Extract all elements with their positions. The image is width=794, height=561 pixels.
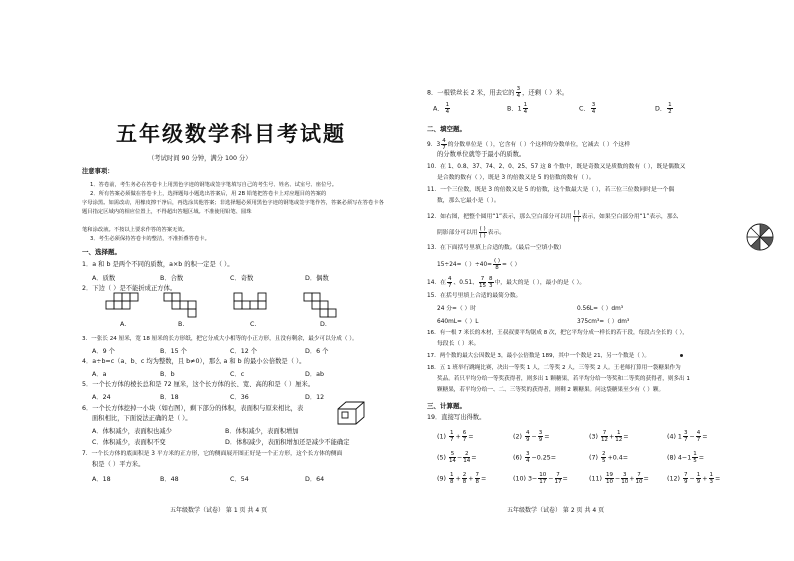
question-5: 5．一个长方体的棱长总和是 72 厘米，这个长方体的长、宽、高的和是（ ）厘米。: [82, 381, 315, 388]
question-18: 18．五 1 班举行跳绳比赛，决出一等奖 1 人，二等奖 2 人，三等奖 2 人。王老师打算用一袋糖果作为: [427, 365, 681, 371]
q4-option-c: C．c: [230, 371, 245, 378]
q5-option-d: D．12: [305, 394, 325, 401]
q15-a: 24 分=（ ）时: [437, 306, 477, 312]
q6-option-b: B．体积减少，表面积增加: [225, 428, 299, 435]
q15-d: 375cm³=（ ）dm³: [577, 319, 630, 325]
question-10: 10．在 1、0.8、37、74、2、0、25、57 这 8 个数中，既是奇数又是质数的数有（ ），既是偶数又: [427, 164, 686, 170]
left-footer: 五年级数学（试卷） 第 1 页 共 4 页: [170, 507, 268, 514]
calc-7: (7) $\frac{2}{5}$ +0.4=: [589, 451, 629, 464]
calc-4: (4) 1 $\frac{3}{7}$ − $\frac{4}{7}$ =: [667, 430, 708, 443]
note-5: 3．考生必须保持答卷卡的整洁，不准折叠答卷卡。: [90, 236, 210, 242]
q7-option-c: C．54: [230, 476, 249, 483]
q1-option-a: A．质数: [92, 275, 116, 282]
q3-option-d: D．6 个: [305, 348, 329, 355]
note-3: 字母涂黑。如需改动，用橡皮擦干净后，再选涂其他答案；非选择题必须用黑色字迹的钢笔或签字笔作答，答案必须写在答卷卡各题目指定区域内的相应位置上，不得超出答题区域。不准使用铅笔、圆珠: [82, 200, 384, 215]
q8-option-b: B．1 $\frac{1}{4}$: [507, 102, 528, 115]
exam-title: 五年级数学科目考试题: [116, 121, 346, 146]
calc-8: (8) 4−1 $\frac{1}{5}$ =: [667, 451, 704, 464]
q8-option-c: C． $\frac{3}{4}$: [579, 102, 596, 115]
q4-option-b: B．b: [160, 371, 175, 378]
q1-option-c: C．奇数: [230, 275, 254, 282]
q2-option-b: B.: [178, 321, 185, 328]
q1-option-d: D．偶数: [305, 275, 329, 282]
q3-option-c: C．12 个: [230, 348, 258, 355]
question-4: 4．a÷b=c（a、b、c 均为整数，且 b≠0），那么 a 和 b 的最小公倍数是（ ）。: [82, 358, 306, 365]
calc-6: (6) $\frac{3}{4}$ −0.25=: [513, 451, 557, 464]
question-9: 9．3 $\frac{4}{7}$ 的分数单位是（ ），它含有（ ）个这样的分数单位，它减去（ ）个这样: [427, 138, 631, 151]
calc-9: (9) $\frac{1}{8}$ + $\frac{2}{8}$ + $\frac{7}{8}$ =: [437, 472, 487, 485]
ink-dot: [680, 354, 683, 357]
exam-subtitle: （考试时间 90 分钟，满分 100 分）: [148, 155, 252, 162]
note-1: 1．答卷前，考生务必在答卷卡上用黑色字迹的钢笔或签字笔填写自己的考生号、姓名、试室号、座位号。: [90, 182, 338, 188]
q5-option-b: B．18: [160, 394, 179, 401]
q8-fraction: $\frac{3}{4}$: [516, 86, 521, 99]
q1-option-b: B．合数: [160, 275, 184, 282]
q6-option-a: A．体积减少，表面积也减少: [92, 428, 172, 435]
q7-option-b: B．48: [160, 476, 179, 483]
section-calc: 三、计算题。: [427, 402, 466, 410]
question-12: 12．如右图，把整个圆用“1”表示，那么空白部分可以用 $\frac{( )}{( )}$ 表示，如果空白部分用“1”表示，那么: [427, 210, 679, 223]
question-15: 15．在括号里填上合适的最简分数。: [427, 293, 522, 299]
calc-3: (3) $\frac{7}{12}$ + $\frac{1}{12}$ =: [589, 430, 629, 443]
question-6: 6．一个长方体挖掉一小块（如右图），剩下部分的体积，表面积与原来相比，表: [82, 405, 304, 412]
q2-option-a: A.: [120, 321, 127, 328]
question-18-cont-2: 颗糖果，若平均分给一、二、三等奖的获得者，则剩 2 颗糖果。问这袋糖果至少有（ ）颗。: [437, 387, 665, 393]
note-4: 笔和涂改液。不按以上要求作答的答案无效。: [82, 227, 188, 233]
notes-heading: 注意事项：: [82, 168, 114, 175]
question-6-cont: 面积相比，下面说法正确的是（ ）。: [92, 415, 192, 422]
right-page: [397, 0, 794, 561]
q8-text: 8．一根铁丝长 2 米，用去它的: [427, 89, 515, 97]
net-c-figure: [232, 292, 276, 318]
right-footer: 五年级数学（试卷） 第 2 页 共 4 页: [507, 507, 605, 514]
section-fill: 二、填空题。: [427, 125, 466, 133]
question-7: 7．一个长方体的底面积是 3 平方米的正方形，它的侧面展开图正好是一个正方形，这个长方体的侧面: [82, 451, 343, 457]
question-3: 3．一张长 24 厘米，宽 18 厘米的长方形纸，把它分成大小相等的小正方形，且没有剩余，最少可以分成（ ）。: [82, 336, 358, 342]
question-16-cont: 每段长（ ）米。: [437, 341, 480, 347]
net-b-figure: [162, 292, 206, 318]
q5-option-c: C．36: [230, 394, 249, 401]
question-13-blanks: 15÷24=（ ）÷40= $\frac{( )}{8}$ =（ ）: [437, 258, 521, 271]
section-choice: 一、选择题。: [82, 248, 121, 256]
calc-10: (10) 3− $\frac{10}{17}$ − $\frac{7}{17}$ =: [513, 472, 568, 485]
calc-2: (2) $\frac{4}{9}$ − $\frac{3}{9}$ =: [513, 430, 550, 443]
question-9-cont: 的分数单位就等于最小的质数。: [437, 151, 526, 158]
q2-option-d: D.: [320, 321, 327, 328]
q15-c: 640mL=（ ）L: [437, 319, 479, 325]
q4-option-d: D．ab: [305, 371, 325, 378]
q5-option-a: A．24: [92, 394, 111, 401]
q6-option-c: C．体积减少，表面积不变: [92, 439, 166, 446]
question-1: 1．a 和 b 是两个不同的质数，a×b 的积一定是（ ）。: [82, 261, 234, 268]
question-12-cont: 阴影部分可以用 $\frac{( )}{( )}$ 表示。: [437, 226, 506, 239]
calc-1: (1) $\frac{1}{7}$ + $\frac{6}{7}$ =: [437, 430, 474, 443]
q3-option-b: B．15 个: [160, 348, 187, 355]
q6-option-d: D．体积减少，表面积增加还是减少不能确定: [225, 439, 350, 446]
question-17: 17．两个数的最大公因数是 3，最小公倍数是 189，其中一个数是 21，另一个数是（ ）。: [427, 353, 650, 359]
q2-option-c: C.: [250, 321, 257, 328]
calc-12: (12) $\frac{7}{9}$ − $\frac{1}{9}$ + $\frac{1}{3}$ =: [667, 472, 721, 485]
question-7-cont: 积是（ ）平方米。: [92, 461, 145, 468]
calc-11: (11) $\frac{19}{10}$ − $\frac{3}{10}$ + $\frac{7}{10}$ =: [589, 472, 649, 485]
question-10-cont: 是合数的数有（ ），既是 3 的倍数又是 5 的倍数的数有（ ）。: [437, 175, 595, 181]
q15-b: 0.56L=（ ）dm³: [577, 306, 624, 312]
note-2: 2．所有答案必须做在答卷卡上，选择题每小题选出答案后，用 2B 铅笔把答卷卡上对应题目的答案的: [90, 191, 327, 197]
net-d-figure: [302, 292, 346, 318]
q7-option-a: A．18: [92, 476, 111, 483]
question-13: 13．在下面括号里填上合适的数。（最后一空填小数）: [427, 245, 565, 251]
cuboid-figure: [336, 400, 366, 426]
q3-option-a: A．9 个: [92, 348, 115, 355]
question-16: 16．有一根 7 米长的木材，王叔叔要平均锯成 8 次，把它平均分成一样长的若干段，每段占全长的（ ），: [427, 330, 688, 336]
q8-option-a: A． $\frac{1}{4}$: [433, 102, 450, 115]
question-19: 19．直接写出得数。: [427, 414, 486, 421]
q4-option-a: A．a: [92, 371, 107, 378]
question-2: 2．下边（ ）是不能折成正方体。: [82, 285, 177, 292]
question-8: [427, 86, 568, 99]
question-14: 14．在 $\frac{4}{7}$ 、0.51、 $\frac{7}{15}$ $\frac{8}{3}$ 中，最大的是（ ），最小的是（ ）。: [427, 276, 586, 289]
question-11-cont: 数，那么它最小是（ ）。: [437, 198, 500, 204]
q8-tail: ，还剩（ ）米。: [522, 89, 569, 97]
circle-figure: [745, 222, 775, 252]
question-18-cont-1: 奖品。若只平均分给一等奖获得者，则多出 1 颗糖果，若平均分给一等奖和二等奖的获得者，则多出 1: [437, 376, 690, 382]
q7-option-d: D．64: [305, 476, 325, 483]
question-11: 11．一个三位数，既是 3 的倍数又是 5 的倍数，这个数最大是（ ），若三位三位数同时是一个偶: [427, 187, 675, 193]
q8-option-d: D． $\frac{1}{2}$: [655, 102, 672, 115]
net-a-figure: [104, 292, 148, 318]
calc-5: (5) $\frac{5}{14}$ − $\frac{2}{14}$ =: [437, 451, 477, 464]
